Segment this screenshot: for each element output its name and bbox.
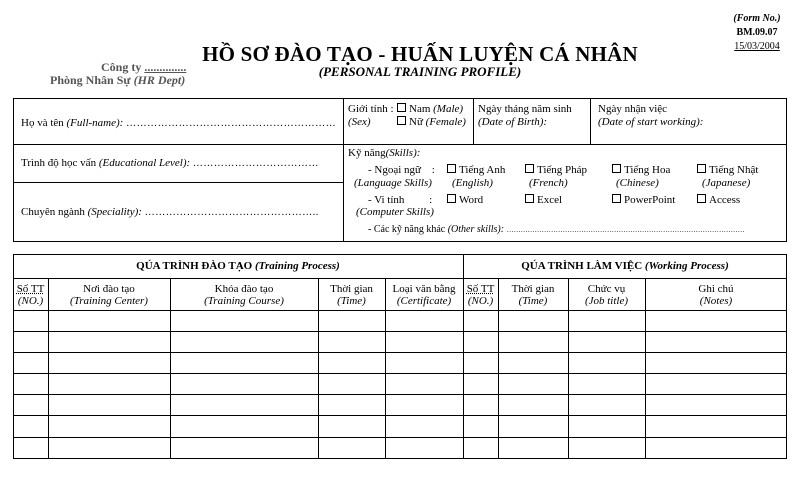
page-subtitle: (PERSONAL TRAINING PROFILE): [318, 64, 522, 79]
excel-checkbox[interactable]: [525, 194, 534, 203]
skills-heading: [348, 147, 420, 159]
row-line-2: [13, 352, 787, 353]
powerpoint-label: PowerPoint: [624, 194, 676, 206]
language-colon: :: [431, 164, 435, 176]
female-checkbox[interactable]: [397, 116, 406, 125]
education-label: Trình độ học vấn: [21, 157, 97, 169]
lang-japanese-option[interactable]: [697, 164, 758, 176]
info-hline-1: [13, 144, 787, 145]
language-label-vi: - Ngoại ngữ: [368, 164, 422, 176]
other-skills-dots: …………………………………………………………………………………………: [506, 226, 745, 234]
certificate-en: (Certificate): [396, 295, 452, 307]
full-name-label: Họ và tên: [21, 117, 64, 129]
sex-label-vi: Giới tính :: [348, 103, 394, 115]
full-name-label-en: (Full-name):: [66, 117, 124, 129]
lang-chinese-option[interactable]: [612, 164, 670, 176]
english-label: Tiếng Anh: [459, 164, 506, 176]
col-header-job-title: [568, 283, 645, 307]
computer-powerpoint-option[interactable]: [612, 194, 675, 206]
excel-label: Excel: [537, 194, 563, 206]
training-process-header: [13, 260, 463, 272]
col-header-certificate: [385, 283, 463, 307]
col-header-training-course: [170, 283, 318, 307]
page-title: HỒ SƠ ĐÀO TẠO - HUẤN LUYỆN CÁ NHÂN: [202, 42, 638, 66]
japanese-checkbox[interactable]: [697, 164, 706, 173]
training-time-en: (Time): [337, 295, 366, 307]
training-no-en: (NO.): [17, 295, 44, 307]
french-label-en: (French): [529, 177, 568, 189]
col-header-training-center: [48, 283, 170, 307]
powerpoint-checkbox[interactable]: [612, 194, 621, 203]
word-label: Word: [459, 194, 484, 206]
other-skills-label-en: (Other skills):: [447, 224, 505, 235]
male-label-en: (Male): [433, 103, 464, 115]
training-time-vi: Thời gian: [330, 283, 373, 295]
dob-field[interactable]: (Date of Birth):: [478, 116, 548, 128]
form-code: BM.09.07: [736, 27, 778, 38]
computer-excel-option[interactable]: [525, 194, 562, 206]
female-label: Nữ: [409, 116, 423, 128]
speciality-label-en: (Speciality):: [87, 206, 142, 218]
work-time-en: (Time): [518, 295, 548, 307]
language-skills-label-en: (Language Skills): [354, 177, 432, 189]
start-date-field[interactable]: (Date of start working):: [598, 116, 704, 128]
lang-french-option[interactable]: [525, 164, 587, 176]
col-header-training-time: [318, 283, 385, 307]
speciality-field[interactable]: [21, 206, 319, 218]
access-label: Access: [709, 194, 741, 206]
row-line-1: [13, 331, 787, 332]
female-label-en: (Female): [425, 116, 466, 128]
table-hline-header: [13, 278, 787, 279]
work-time-vi: Thời gian: [511, 283, 555, 295]
col-header-notes: [645, 283, 787, 307]
info-divider-sex: [473, 98, 474, 144]
hr-dept: [50, 73, 185, 88]
sex-label: [348, 103, 394, 115]
certificate-vi: Loại văn bằng: [392, 283, 456, 295]
company-name: Công ty: [101, 60, 142, 74]
work-header-en: (Working Process): [644, 260, 729, 272]
skills-label-en: (Skills):: [385, 147, 421, 159]
work-header-vi: QÚA TRÌNH LÀM VIỆC: [521, 260, 643, 272]
access-checkbox[interactable]: [697, 194, 706, 203]
training-course-en: (Training Course): [204, 295, 284, 307]
notes-en: (Notes): [699, 295, 733, 307]
chinese-label-en: (Chinese): [616, 177, 659, 189]
english-label-en: (English): [452, 177, 493, 189]
job-title-en: (Job title): [584, 295, 629, 307]
computer-skills-label: [368, 194, 432, 206]
dept-name-en: (HR Dept): [133, 73, 186, 87]
form-no-label: (Form No.): [733, 13, 781, 24]
speciality-label: Chuyên ngành: [21, 206, 85, 218]
full-name-dots: ……………………………………………………: [126, 118, 337, 129]
start-date-label: Ngày nhận việc: [598, 103, 668, 115]
education-label-en: (Educational Level):: [98, 157, 191, 169]
computer-skills-label-en: (Computer Skills): [356, 206, 434, 218]
work-process-header: [463, 260, 787, 272]
skills-label: Kỹ năng: [348, 147, 386, 159]
education-field[interactable]: [21, 157, 319, 169]
row-line-5: [13, 415, 787, 416]
col-header-training-no: [13, 283, 48, 307]
sex-male-option[interactable]: [397, 103, 463, 115]
computer-access-option[interactable]: [697, 194, 740, 206]
computer-word-option[interactable]: [447, 194, 483, 206]
other-skills-field[interactable]: [368, 224, 745, 235]
training-center-en: (Training Center): [70, 295, 148, 307]
lang-english-option[interactable]: [447, 164, 505, 176]
japanese-label: Tiếng Nhật: [709, 164, 759, 176]
full-name-field[interactable]: [21, 117, 336, 129]
sex-female-option[interactable]: [397, 116, 466, 128]
sex-label-en: (Sex): [348, 116, 371, 128]
chinese-label: Tiếng Hoa: [624, 164, 671, 176]
training-no-vi: Số TT: [16, 283, 45, 295]
training-center-vi: Nơi đào tạo: [83, 283, 135, 295]
info-hline-2: [13, 182, 343, 183]
row-line-4: [13, 394, 787, 395]
info-divider-dob: [590, 98, 591, 144]
chinese-checkbox[interactable]: [612, 164, 621, 173]
info-divider-main: [343, 98, 344, 242]
row-line-6: [13, 437, 787, 438]
work-no-en: (NO.): [467, 295, 494, 307]
col-header-work-no: [463, 283, 498, 307]
male-label: Nam: [409, 103, 431, 115]
dob-label: Ngày tháng năm sinh: [478, 103, 572, 115]
word-checkbox[interactable]: [447, 194, 456, 203]
training-header-en: (Training Process): [254, 260, 340, 272]
training-header-vi: QÚA TRÌNH ĐÀO TẠO: [136, 260, 253, 272]
dept-name: Phòng Nhân Sự: [50, 73, 131, 87]
form-date: 15/03/2004: [734, 41, 780, 52]
work-no-vi: Số TT: [466, 283, 495, 295]
table-hline-colheader: [13, 310, 787, 311]
computer-label-vi: - Vi tính: [368, 194, 405, 206]
other-skills-label: - Các kỹ năng khác: [368, 224, 446, 235]
french-label: Tiếng Pháp: [537, 164, 588, 176]
male-checkbox[interactable]: [397, 103, 406, 112]
training-course-vi: Khóa đào tạo: [214, 283, 274, 295]
french-checkbox[interactable]: [525, 164, 534, 173]
computer-colon: :: [429, 194, 433, 206]
company-dots: ..............: [144, 60, 187, 74]
language-skills-label: [368, 164, 435, 176]
education-dots: ………………………………: [192, 158, 319, 169]
english-checkbox[interactable]: [447, 164, 456, 173]
row-line-3: [13, 373, 787, 374]
col-header-work-time: [498, 283, 568, 307]
japanese-label-en: (Japanese): [702, 177, 751, 189]
speciality-dots: …………………………………………..: [144, 207, 319, 218]
job-title-vi: Chức vụ: [587, 283, 626, 295]
notes-vi: Ghi chú: [698, 283, 734, 295]
